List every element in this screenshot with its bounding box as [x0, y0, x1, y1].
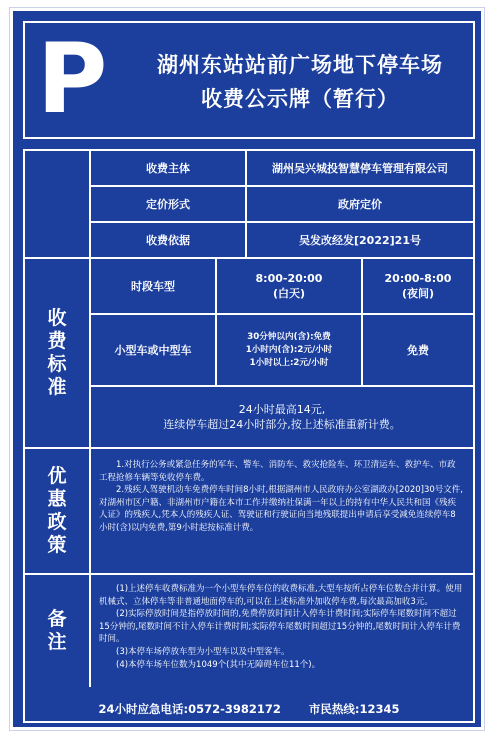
night-rate-cell: 免费 [407, 344, 429, 357]
title-line-2: 收费公示牌（暂行） [201, 87, 399, 111]
concession-item-1: 1.对执行公务或紧急任务的军车、警车、消防车、救灾抢险车、环卫清运车、救护车、市政工程抢修车辆等免收停车费。 [99, 460, 456, 483]
info-value-pricing-form: 政府定价 [338, 198, 382, 211]
emergency-phone: 24小时应急电话:0572-3982172 [98, 702, 281, 716]
day-period-header: 8:00-20:00 (白天) [255, 271, 323, 300]
note-item-3: (3)本停车场停放车型为小型车以及中型客车。 [116, 646, 290, 657]
daily-cap-text: 24小时最高14元, 连续停车超过24小时部分,按上述标准重新计费。 [163, 403, 401, 431]
info-value-basis: 吴发改经发[2022]21号 [299, 234, 421, 247]
fee-standard-side-title: 收 费 标 准 [47, 307, 67, 398]
notes-text [99, 583, 463, 671]
notes-side-title: 备 注 [47, 608, 67, 653]
citizen-hotline: 市民热线:12345 [308, 702, 400, 716]
title-line-1: 湖州东站站前广场地下停车场 [157, 53, 443, 77]
contact-footer [25, 701, 473, 717]
parking-p-logo: P [37, 23, 108, 135]
note-item-4: (4)本停车场车位数为1049个(其中无障碍车位11个)。 [116, 659, 321, 670]
fee-table [23, 149, 475, 723]
info-label-operator: 收费主体 [146, 162, 190, 175]
period-vehicle-header: 时段车型 [131, 280, 175, 293]
night-period-header: 20:00-8:00 (夜间) [384, 271, 452, 300]
sign-header [23, 21, 475, 139]
note-item-2: (2)实际停放时间是指停放时间的,免费停放时间计入停车计费时间;实际停车尾数时间不超过15分钟的,尾数时间不计入停车计费时间;实际停车尾数时间超过15分钟的,尾数时间计入停车计费时间。 [99, 609, 461, 645]
note-item-1: (1)上述停车收费标准为一个小型车停车位的收费标准,大型车按所占停车位数合并计算。使用机械式、立体停车等非普通地面停车的,可以在上述标准外加收停车费,每次最高加收3元。 [99, 584, 463, 607]
fee-notice-sign [10, 8, 484, 730]
concession-item-2: 2.残疾人驾驶机动车免费停车时间8小时,根据湖州市人民政府办公室湖政办[2020]30号文件,对湖州市区户籍、非湖州市户籍在本市工作并缴纳社保满一年以上的持有中华人民共和国《残疾人证》的残疾人,凭本人的残疾人证、驾驶证和行驶证向当地残联提出申请后享受减免连续停车8小时(含)以内免费,第9小时起按标准计费。 [99, 485, 464, 533]
info-label-basis: 收费依据 [146, 234, 190, 247]
info-label-pricing-form: 定价形式 [146, 198, 190, 211]
day-rate-cell: 30分钟以内(含):免费 1小时内(含):2元/小时 1小时以上:2元/小时 [245, 331, 333, 368]
vehicle-type-cell: 小型车或中型车 [114, 344, 192, 357]
info-value-operator: 湖州吴兴城投智慧停车管理有限公司 [272, 162, 448, 175]
concession-side-title: 优 惠 政 策 [47, 465, 67, 556]
concession-text [99, 459, 463, 535]
